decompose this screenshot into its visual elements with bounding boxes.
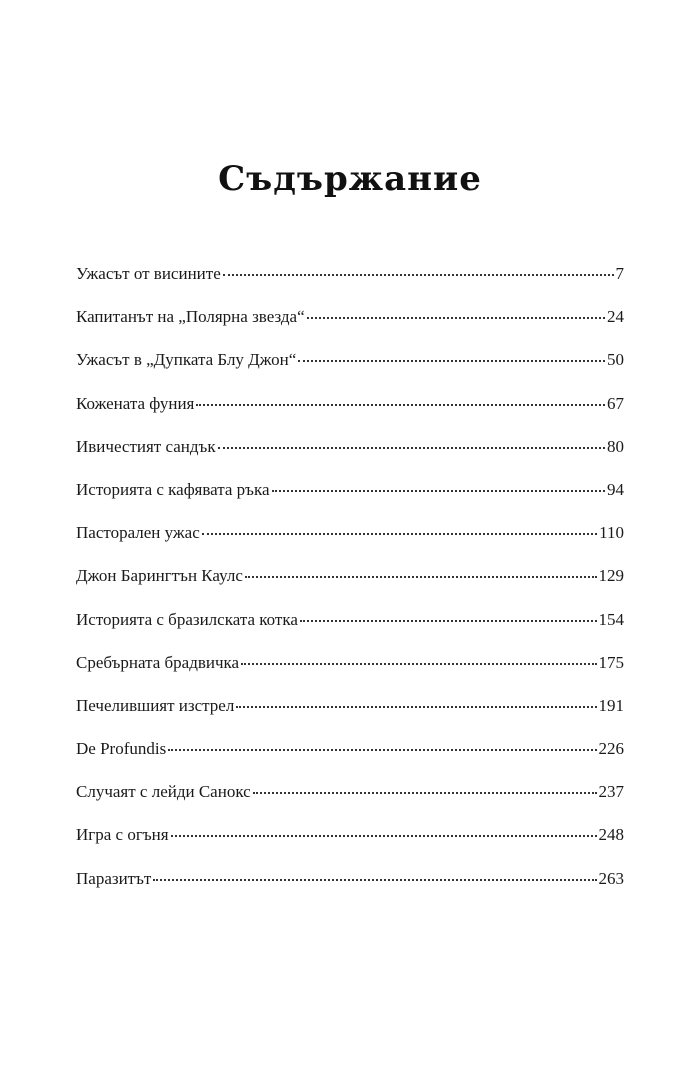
dot-leader (218, 447, 605, 449)
toc-entry (76, 480, 624, 523)
toc-entry (76, 782, 624, 825)
dot-leader (245, 576, 597, 578)
toc-entry-page: 191 (598, 695, 624, 715)
toc-entry-title: De Profundis (76, 739, 167, 759)
page-title: Съдържание (218, 158, 482, 199)
toc-entry-page: 110 (599, 523, 624, 543)
toc-entry-title: Игра с огъня (76, 825, 169, 845)
toc-entry-title: Печелившият изстрел (76, 695, 235, 715)
toc-entry-page: 237 (598, 782, 624, 802)
toc-entry-title: Паразитът (76, 868, 152, 888)
dot-leader (236, 706, 596, 708)
toc-entry (76, 307, 624, 350)
toc-entry (76, 523, 624, 566)
toc-entry (76, 653, 624, 696)
toc-entry-title: Кожената фуния (76, 393, 195, 413)
dot-leader (241, 663, 596, 665)
toc-entry-title: Ивичестият сандък (76, 436, 216, 456)
toc-entry-page: 248 (598, 825, 624, 845)
toc-entry-title: Капитанът на „Полярна звезда“ (76, 307, 305, 327)
toc-entry (76, 739, 624, 782)
dot-leader (168, 749, 596, 751)
toc-entry-page: 129 (598, 566, 624, 586)
toc-entry (76, 566, 624, 609)
dot-leader (307, 317, 605, 319)
toc-entry-title: Сребърната брадвичка (76, 652, 240, 672)
dot-leader (223, 274, 614, 276)
dot-leader (300, 620, 597, 622)
dot-leader (202, 533, 597, 535)
toc-entry-title: Случаят с лейди Санокс (76, 782, 251, 802)
toc-entry (76, 264, 624, 307)
dot-leader (196, 404, 605, 406)
dot-leader (171, 835, 597, 837)
toc-entry-page: 67 (607, 393, 624, 413)
toc-entry-page: 24 (607, 307, 624, 327)
toc-entry-title: Ужасът от висините (76, 264, 221, 283)
toc-entry-title: Пасторален ужас (76, 523, 200, 543)
toc-entry-page: 7 (615, 264, 624, 283)
toc-entry (76, 825, 624, 868)
toc-entry-title: Джон Барингтън Каулс (76, 566, 243, 586)
toc-entry (76, 610, 624, 653)
dot-leader (298, 360, 605, 362)
toc-entry-title: Историята с кафявата ръка (76, 479, 270, 499)
toc-entry-title: Историята с бразилската котка (76, 609, 298, 629)
toc-entry-page: 94 (607, 479, 624, 499)
dot-leader (253, 792, 597, 794)
table-of-contents (76, 264, 624, 912)
toc-entry-page: 226 (598, 739, 624, 759)
toc-entry (76, 394, 624, 437)
toc-entry (76, 696, 624, 739)
toc-entry-page: 175 (598, 652, 624, 672)
toc-entry (76, 869, 624, 912)
toc-entry (76, 350, 624, 393)
dot-leader (272, 490, 605, 492)
toc-entry-page: 154 (598, 609, 624, 629)
toc-entry-page: 80 (607, 436, 624, 456)
toc-entry-page: 50 (607, 350, 624, 370)
dot-leader (153, 879, 596, 881)
toc-entry (76, 437, 624, 480)
toc-entry-title: Ужасът в „Дупката Блу Джон“ (76, 350, 297, 370)
toc-entry-page: 263 (598, 868, 624, 888)
